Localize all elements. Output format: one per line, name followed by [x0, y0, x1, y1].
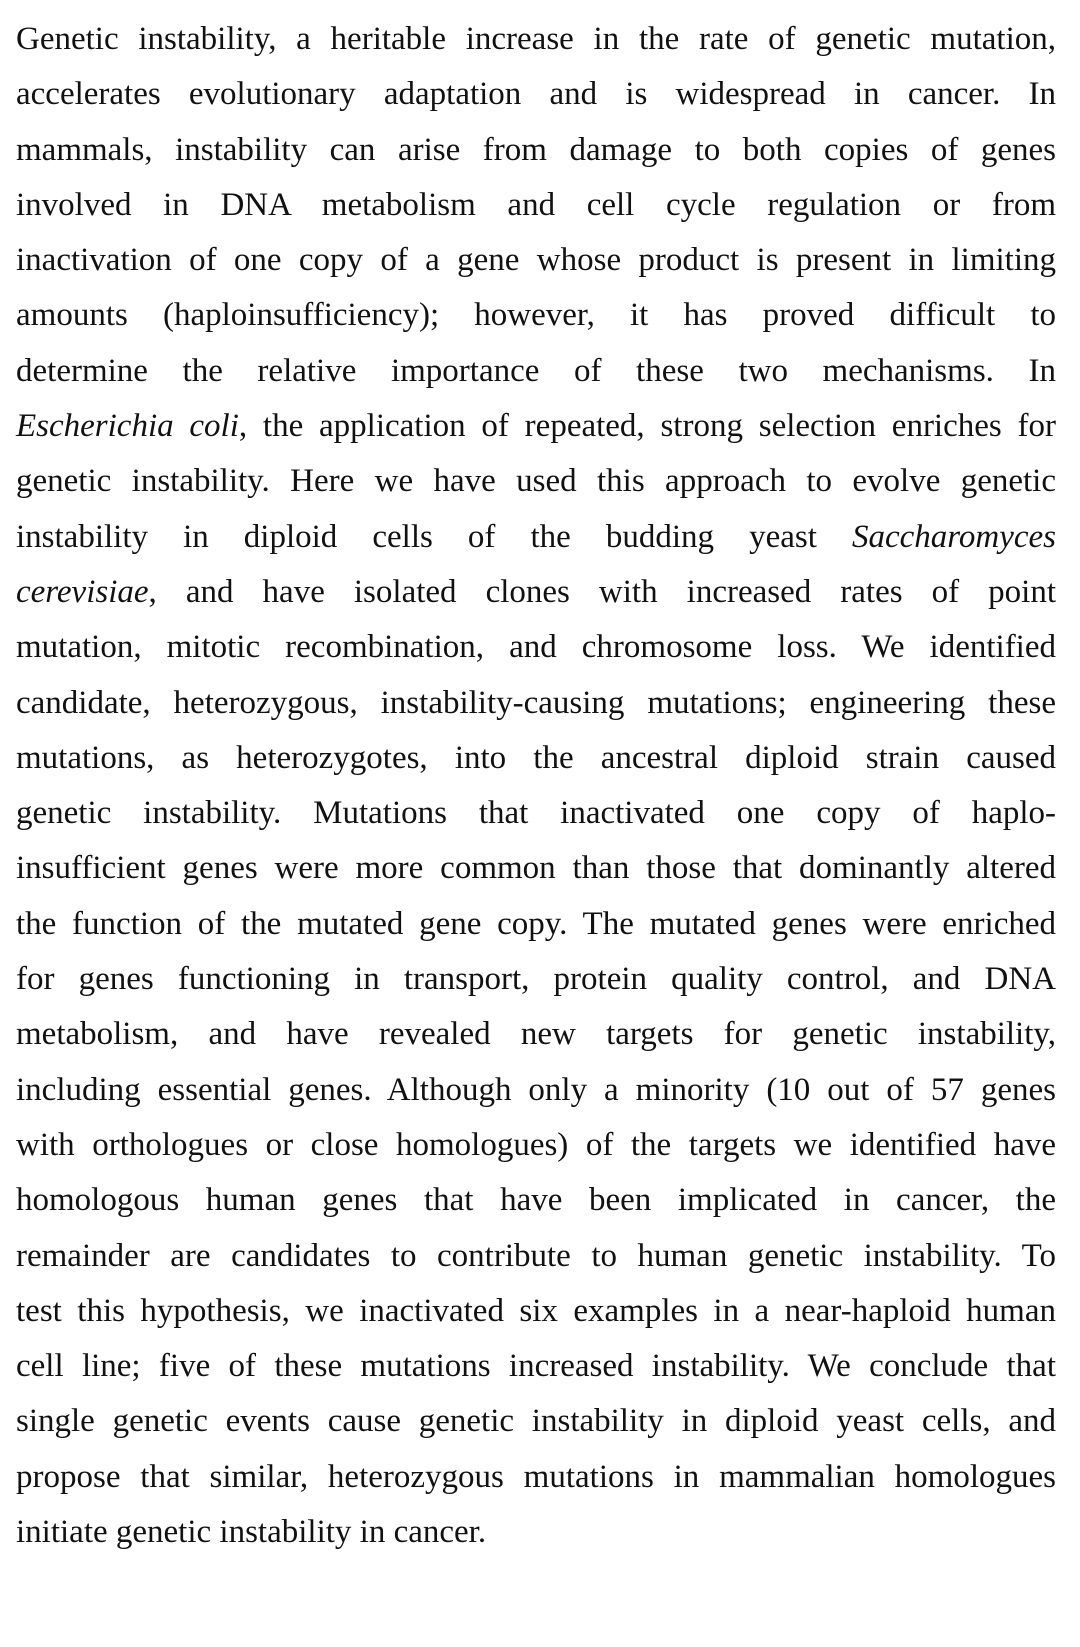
text-segment: genetic instability. Mutations that inactivated one copy of haplo- — [16, 795, 1056, 832]
abstract-line — [16, 1118, 1056, 1173]
abstract-text — [16, 12, 1056, 1560]
text-segment: the function of the mutated gene copy. The mutated genes were enriched — [16, 905, 1056, 942]
text-segment: candidate, heterozygous, instability-causing mutations; engineering these — [16, 684, 1056, 721]
abstract-line — [16, 123, 1056, 178]
text-segment: homologous human genes that have been implicated in cancer, the — [16, 1182, 1056, 1219]
abstract-line — [16, 1007, 1056, 1062]
abstract-line-final — [16, 1505, 1056, 1560]
text-segment: test this hypothesis, we inactivated six examples in a near-haploid human — [16, 1292, 1056, 1329]
text-segment: mammals, instability can arise from damage to both copies of genes — [16, 131, 1056, 168]
text-segment: mutation, mitotic recombination, and chromosome loss. We identified — [16, 629, 1056, 666]
text-segment: single genetic events cause genetic instability in diploid yeast cells, and — [16, 1403, 1056, 1440]
abstract-line — [16, 454, 1056, 509]
text-segment: mutations, as heterozygotes, into the ancestral diploid strain caused — [16, 739, 1056, 776]
abstract-line — [16, 1394, 1056, 1449]
abstract-line — [16, 1229, 1056, 1284]
abstract-line — [16, 565, 1056, 620]
abstract-line — [16, 288, 1056, 343]
text-segment: remainder are candidates to contribute to human genetic instability. To — [16, 1237, 1056, 1274]
abstract-line — [16, 233, 1056, 288]
text-segment: , the application of repeated, strong selection enriches for — [238, 408, 1056, 445]
abstract-line — [16, 1284, 1056, 1339]
text-segment: Genetic instability, a heritable increase in the rate of genetic mutation, — [16, 21, 1056, 57]
text-segment: with orthologues or close homologues) of the targets we identified have — [16, 1126, 1056, 1163]
abstract-line — [16, 1450, 1056, 1505]
text-segment: accelerates evolutionary adaptation and is widespread in cancer. In — [16, 76, 1056, 113]
text-segment: including essential genes. Although only a minority (10 out of 57 genes — [16, 1071, 1056, 1108]
abstract-line — [16, 67, 1056, 122]
text-segment: metabolism, and have revealed new targets for genetic instability, — [16, 1016, 1056, 1053]
abstract-line — [16, 399, 1056, 454]
abstract-line — [16, 676, 1056, 731]
abstract-line — [16, 1063, 1056, 1118]
abstract-line — [16, 12, 1056, 67]
text-segment: insufficient genes were more common than those that dominantly altered — [16, 850, 1056, 887]
text-segment: cell line; five of these mutations increased instability. We conclude that — [16, 1348, 1056, 1385]
abstract-line — [16, 620, 1056, 675]
text-segment: instability in diploid cells of the budding yeast — [16, 518, 852, 555]
abstract-line — [16, 786, 1056, 841]
abstract-line — [16, 178, 1056, 233]
species-name-cerevisiae: cerevisiae — [16, 573, 149, 610]
abstract-line — [16, 731, 1056, 786]
text-segment: involved in DNA metabolism and cell cycle regulation or from — [16, 186, 1056, 223]
abstract-line — [16, 841, 1056, 896]
text-segment: determine the relative importance of these two mechanisms. In — [16, 352, 1056, 389]
text-segment: inactivation of one copy of a gene whose product is present in limiting — [16, 242, 1056, 279]
text-segment: , and have isolated clones with increased rates of point — [148, 573, 1056, 610]
abstract-line — [16, 1173, 1056, 1228]
abstract-line — [16, 952, 1056, 1007]
text-segment: amounts (haploinsufficiency); however, it has proved difficult to — [16, 297, 1056, 334]
text-segment: genetic instability. Here we have used this approach to evolve genetic — [16, 463, 1056, 500]
abstract-line — [16, 1339, 1056, 1394]
abstract-line — [16, 897, 1056, 952]
abstract-line — [16, 510, 1056, 565]
species-name-saccharomyces: Saccharomyces — [851, 518, 1056, 555]
text-segment: propose that similar, heterozygous mutations in mammalian homologues — [16, 1458, 1056, 1495]
text-segment: initiate genetic instability in cancer. — [16, 1514, 487, 1551]
species-name-escherichia-coli: Escherichia coli — [16, 408, 239, 445]
text-segment: for genes functioning in transport, protein quality control, and DNA — [16, 961, 1056, 998]
abstract-line — [16, 344, 1056, 399]
